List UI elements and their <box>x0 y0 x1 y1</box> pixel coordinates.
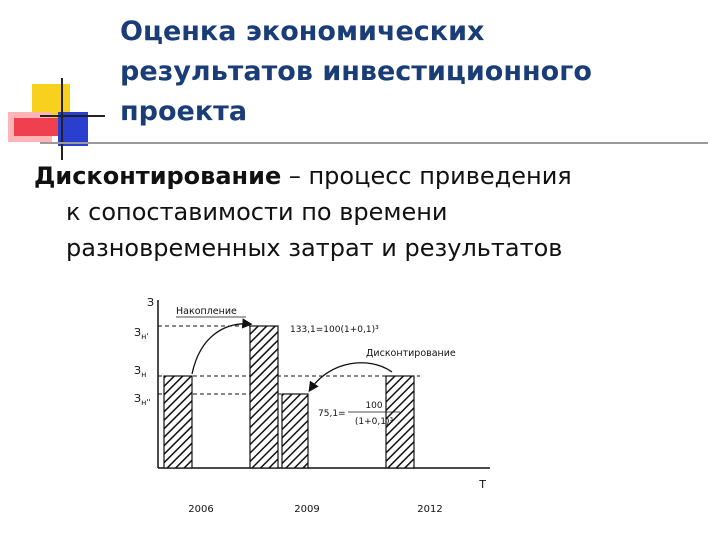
slide-title <box>120 12 710 132</box>
x-label-2006: 2006 <box>188 504 214 515</box>
discounting-diagram <box>130 292 500 522</box>
definition-paragraph <box>34 158 714 266</box>
accumulation-label: Накопление <box>176 306 237 317</box>
x-axis-label: Т <box>479 478 486 491</box>
x-label-2012: 2012 <box>417 504 443 515</box>
title-line-1: Оценка экономических <box>120 16 485 47</box>
formula-top: 133,1=100(1+0,1)³ <box>290 325 379 335</box>
title-line-3: проекта <box>120 96 248 127</box>
definition-line-2: к сопоставимости по времени <box>66 198 448 226</box>
bar-2009 <box>250 326 278 468</box>
formula-bottom-left: 75,1= <box>318 409 346 419</box>
formula-bottom-numerator: 100 <box>365 401 383 411</box>
title-divider <box>40 142 708 144</box>
formula-bottom-denominator: (1+0,1)³ <box>354 417 394 427</box>
definition-line-1 <box>34 158 714 194</box>
definition-line-3: разновременных затрат и результатов <box>66 234 563 262</box>
discounting-label: Дисконтирование <box>366 348 456 359</box>
definition-line-1-rest: – процесс приведения <box>281 162 572 190</box>
x-label-2009: 2009 <box>294 504 320 515</box>
y-axis-label: З <box>146 296 154 309</box>
decorative-squares-logo <box>0 0 120 165</box>
bar-discounted-2009 <box>282 394 308 468</box>
y-tick-label-bottom: $З_{н''}$ <box>134 392 151 407</box>
y-tick-label-middle: $З_н$ <box>134 364 147 379</box>
y-tick-label-top: $З_{н'}$ <box>134 326 149 341</box>
bar-2006 <box>164 376 192 468</box>
accumulation-arrow <box>192 324 250 374</box>
title-line-2: результатов инвестиционного <box>120 56 592 87</box>
deco-red-square <box>14 118 58 136</box>
definition-term: Дисконтирование <box>34 162 282 190</box>
